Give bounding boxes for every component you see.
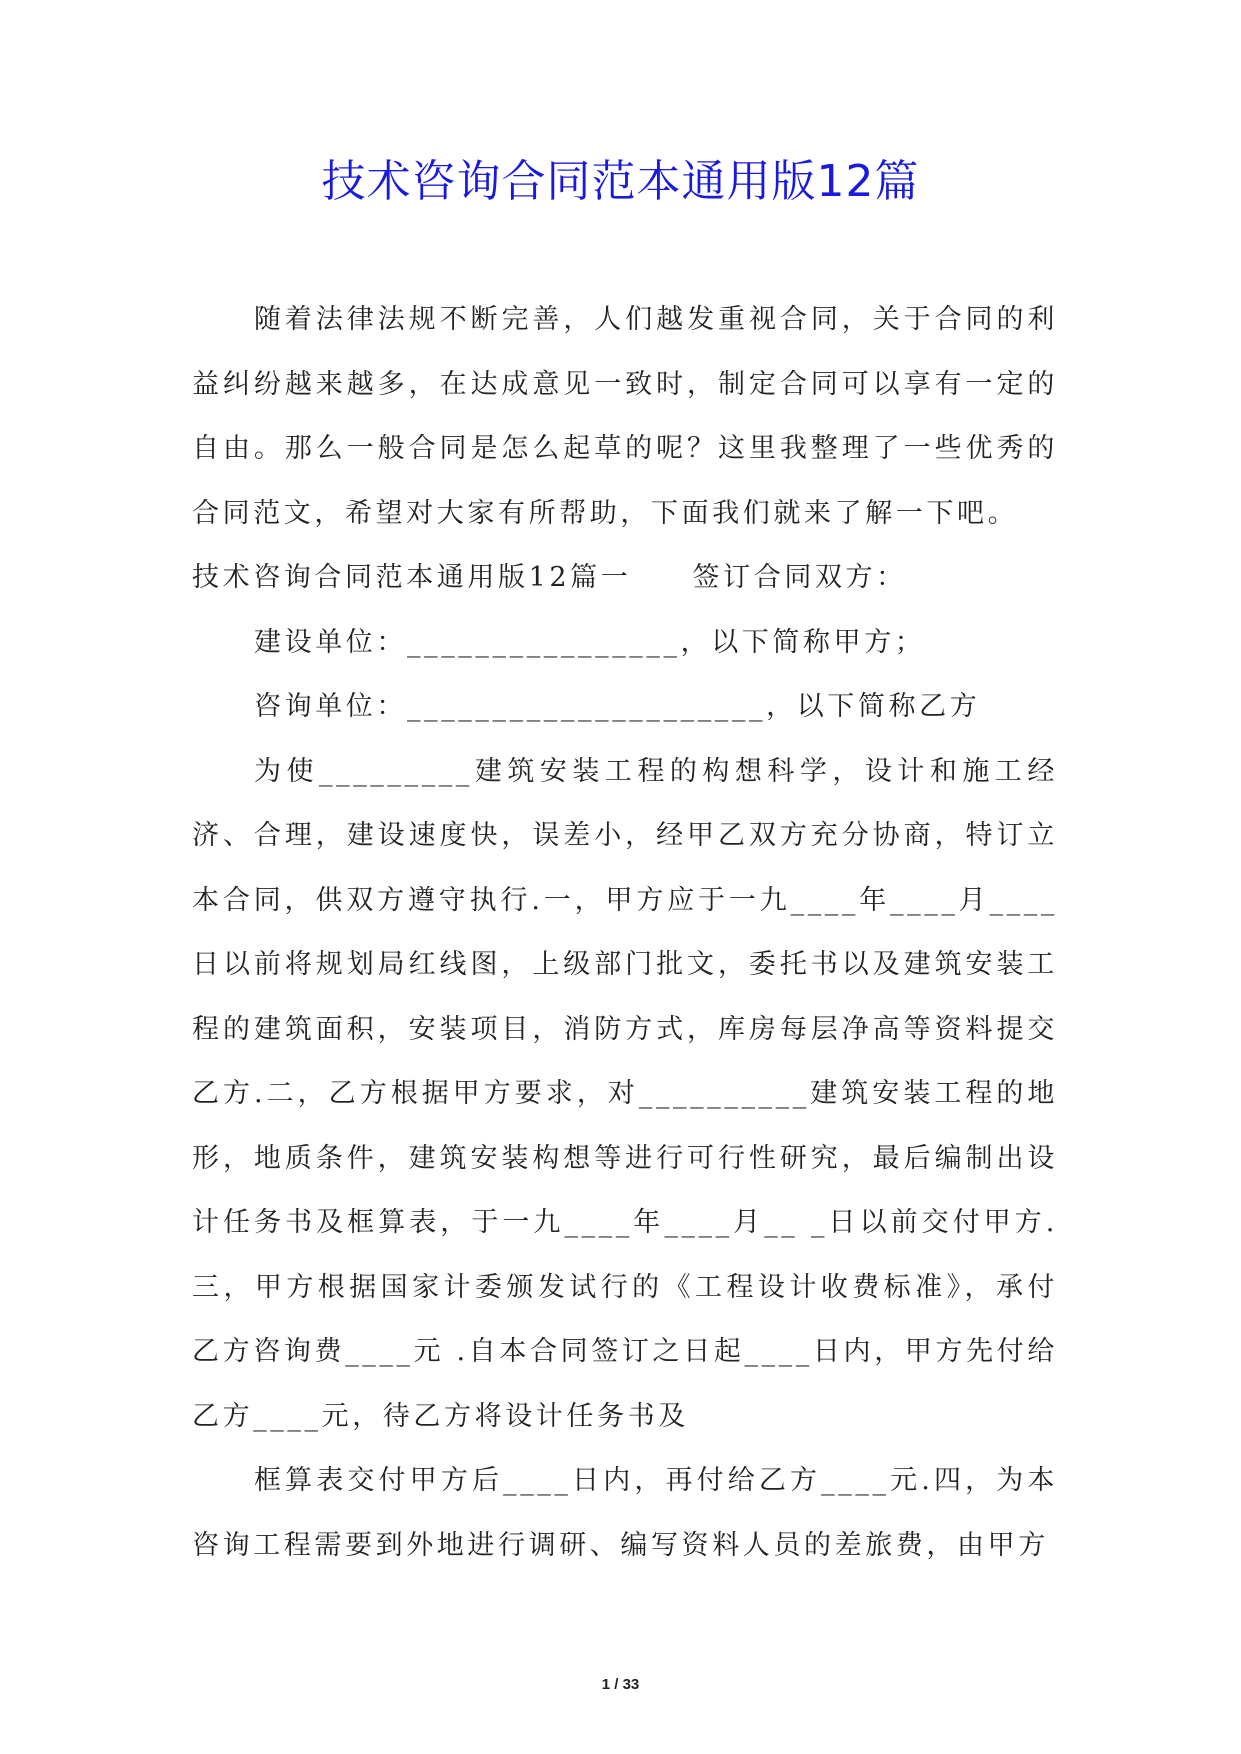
- contract-terms-continued-paragraph: 框算表交付甲方后____日内，再付给乙方____元.四，为本咨询工程需要到外地进行调研、编写资料人员的差旅费，由甲方: [192, 1465, 1058, 1561]
- intro-paragraph: 随着法律法规不断完善，人们越发重视合同，关于合同的利益纠纷越来越多，在达成意见一致时，制定合同可以享有一定的自由。那么一般合同是怎么起草的呢？这里我整理了一些优秀的合同范文，希望对大家有所帮助，下面我们就来了解一下吧。: [192, 304, 1058, 529]
- document-title: 技术咨询合同范本通用版12篇: [321, 156, 920, 207]
- document-body: [192, 288, 1058, 1578]
- contract-terms-paragraph: 为使_________建筑安装工程的构想科学，设计和施工经济、合理，建设速度快，误差小，经甲乙双方充分协商，特订立本合同，供双方遵守执行.一，甲方应于一九____年____月____日以前将规划局红线图，上级部门批文，委托书以及建筑安装工程的建筑面积，安装项目，消防方式，库房每层净高等资料提交 乙方.二，乙方根据甲方要求，对__________建筑安装工程的地形，地质条件，建筑安装构想等进行可行性研究，最后编制出设计任务书及框算表，于一九____年____月__ _日以前交付甲方.三，甲方根据国家计委颁发试行的《工程设计收费标准》，承付乙方咨询费____元 .自本合同签订之日起____日内，甲方先付给乙方____元，待乙方将设计任务书及: [192, 755, 1058, 1432]
- party-b-paragraph: 咨询单位：_____________________，以下简称乙方: [254, 691, 981, 722]
- page-number: 1 / 33: [601, 1676, 640, 1693]
- party-a-paragraph: 建设单位：________________，以下简称甲方；: [254, 626, 926, 658]
- section-heading-paragraph: 技术咨询合同范本通用版12篇一 签订合同双方：: [192, 562, 907, 593]
